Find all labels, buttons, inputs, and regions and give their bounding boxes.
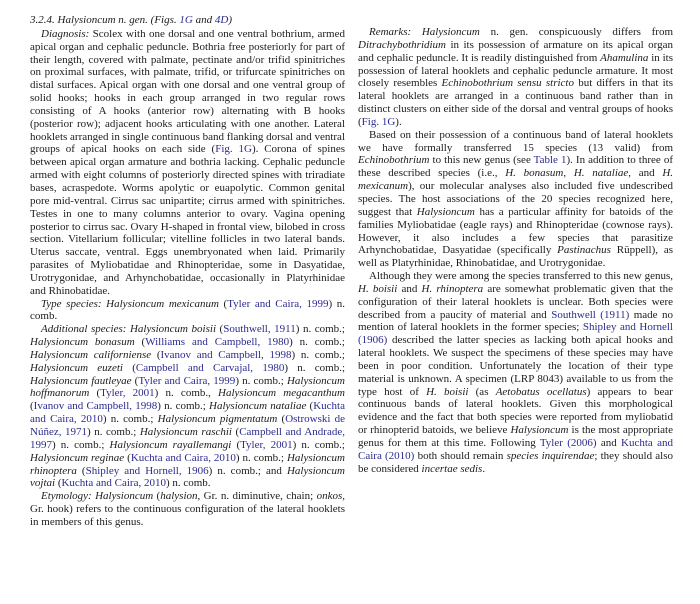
table-link-1[interactable]: Table 1: [533, 154, 567, 167]
text-run: (: [216, 323, 224, 336]
text-run: made no mention of lateral hooklets in the former species;: [358, 308, 674, 334]
text-run: Halysioncum californiense: [30, 348, 152, 361]
text-run: Scolex with one dorsal and one ventral bothrium, armed apical organ and cephalic peduncle. Bothria free posteriorly for part of their length, covered with palmate, pectinate and/or trifid spinitriches on proximal surfaces, with palmate, trifid, or trifurcate spinitriches on distal surfaces. Apical organ with one dorsal and one ventral group of solid hooks; hooks in each group arranged in two regular rows consisting of A hooks (anterior row) alternating with B hooks (posterior row); adjacent hooks articulating with one another. Lateral hooklets arranged in single continuous band flanking dorsal and ventral groups of apical hooks on each side (: [30, 27, 345, 156]
text-run: ) n. comb.;: [289, 336, 345, 349]
text-run: Based on their possession of a continuous band of lateral hooklets we have formally transferred 15 species (13 valid) from: [358, 128, 673, 154]
text-run: (: [153, 490, 161, 503]
text-run: ) n. comb.;: [291, 348, 345, 361]
text-run: ) n. comb.;: [235, 451, 287, 464]
text-run: Ditrachybothridium: [358, 38, 446, 51]
text-run: (: [55, 477, 62, 490]
text-run: H. bonasum: [505, 167, 564, 180]
text-run: Rüppell), as well as Platyrhinidae, Rhinobatidae, and Urotrygonidae.: [358, 244, 673, 270]
text-run: ) n. comb.;: [157, 400, 210, 413]
text-run: but differs in that its lateral hooklets are arranged in a continuous band rather than in distinct clusters on either side of the dorsal and ventral groups of hooks (: [358, 77, 673, 128]
text-run: Halysioncum: [510, 424, 569, 437]
text-run: H. nataliae: [573, 167, 629, 180]
figure-link-4d[interactable]: 4D: [214, 14, 229, 26]
citation-link[interactable]: Tyler, 2001: [240, 438, 293, 451]
right-column: [358, 26, 673, 529]
citation-link[interactable]: Shipley and Hornell (1906): [358, 321, 673, 347]
text-run: H. rhinoptera: [421, 282, 484, 295]
text-run: (: [76, 464, 86, 477]
text-run: ) n. comb.;: [292, 438, 345, 451]
text-run: Type species: Halysioncum mexicanum: [41, 297, 219, 310]
text-run: incertae sedis: [421, 462, 483, 475]
paragraph-transferred-species: [358, 129, 673, 270]
text-run: , Gr. hook) refers to the continuous configuration of the lateral hooklets in members of this genus.: [30, 490, 345, 528]
text-run: , Gr. n. diminutive, chain;: [197, 490, 317, 503]
text-run: Halysioncum fautleyae: [30, 374, 132, 387]
text-run: Echinobothrium sensu stricto: [441, 77, 574, 90]
text-run: ; they should also be considered: [358, 449, 673, 475]
text-run: Halysioncum rayallemangi: [109, 438, 232, 451]
text-run: H. mexicanum: [358, 167, 674, 193]
paragraph-additional-species: [30, 323, 345, 490]
citation-link[interactable]: Tyler, 2001: [100, 387, 155, 400]
text-run: ) n. comb.;: [102, 413, 158, 426]
text-run: and: [596, 437, 622, 449]
citation-link[interactable]: Shipley and Hornell, 1906: [85, 464, 209, 477]
text-run: ) n. comb.;: [295, 323, 345, 336]
citation-link[interactable]: Tyler and Caira, 1999: [227, 297, 329, 310]
figure-link-1g[interactable]: 1G: [179, 14, 193, 26]
text-run: ), our molecular analyses also included five undescribed species. The host associations of the 20 species recognized here, suggest that: [358, 180, 673, 218]
text-run: Echinobothrium: [358, 154, 430, 167]
text-run: and: [192, 14, 215, 26]
text-run: ). In addition to three of these described species (i.e.,: [358, 154, 673, 180]
text-run: (: [30, 400, 34, 413]
text-run: species inquirendae: [506, 449, 595, 462]
text-run: (: [231, 426, 240, 438]
left-column: [30, 14, 345, 529]
text-run: n. gen. conspicuously differs from: [479, 26, 674, 38]
text-run: Ahamulina: [600, 51, 649, 64]
figure-link-1g[interactable]: Fig. 1G: [361, 115, 396, 128]
text-run: Halysioncum megacanthum: [218, 387, 345, 400]
text-run: Halysioncum hoffmanorum: [30, 374, 345, 400]
text-run: Pastinachus: [557, 244, 611, 257]
citation-link[interactable]: Tyler and Caira, 1999: [138, 374, 236, 387]
text-run: H. boisii: [358, 282, 398, 295]
text-run: described the latter species as lacking both apical hooks and lateral hooklets. We suspect the specimens of these species may have been in poor condition. Unfortunately the location of their type material is unknown. A specimen (LRP 8043) available to us from the type host of: [358, 334, 673, 398]
text-run: H. boisii: [426, 385, 469, 398]
text-run: ,: [563, 167, 574, 180]
text-run: to this new genus (see: [429, 154, 534, 167]
text-run: Aetobatus ocellatus: [495, 385, 587, 398]
paragraph-diagnosis: [30, 28, 345, 298]
figure-link-1g[interactable]: Fig. 1G: [215, 143, 252, 156]
text-run: ) n. comb.: [30, 297, 345, 323]
text-run: (: [134, 336, 146, 349]
text-run: Although they were among the species transferred to this new genus,: [369, 270, 673, 283]
text-run: in its possession of armature on its apical organ and cephalic peduncle. It is readily distinguished from: [358, 38, 673, 64]
text-run: in its possession of lateral hooklets and cephalic peduncle armature. It most closely resembles: [358, 51, 673, 90]
text-run: (: [89, 387, 101, 400]
text-run: ): [228, 14, 232, 26]
text-run: ) n. comb.;: [284, 361, 345, 374]
text-run: ).: [395, 115, 402, 128]
text-run: (: [231, 438, 241, 451]
text-run: Halysioncum reginae: [30, 451, 125, 464]
text-run: (: [131, 374, 139, 387]
citation-link[interactable]: Kuchta and Caira, 2010: [130, 451, 236, 464]
section-heading: [30, 14, 345, 27]
text-run: Diagnosis:: [41, 27, 90, 40]
citation-link[interactable]: Tyler (2006): [539, 437, 597, 449]
text-run: (: [151, 348, 161, 361]
text-run: Halysioncum: [416, 205, 475, 218]
left-column-paragraphs: [30, 28, 345, 529]
text-run: (: [124, 451, 131, 464]
paragraph-problematic-species: [358, 270, 673, 476]
citation-link[interactable]: Southwell (1911): [551, 308, 630, 321]
text-run: Halysioncum pigmentatum: [157, 413, 278, 426]
citation-link[interactable]: Southwell, 1911: [223, 323, 296, 336]
citation-link[interactable]: Kuchta and Caira (2010): [358, 437, 674, 462]
text-run: halysion: [160, 490, 198, 503]
citation-link[interactable]: Campbell and Andrade, 1997: [30, 426, 345, 451]
citation-link[interactable]: Ostrowski de Núñez, 1971: [30, 413, 345, 438]
text-run: (: [306, 400, 314, 413]
text-run: (: [122, 361, 136, 374]
text-run: Etymology: Halysioncum: [41, 490, 154, 503]
text-run: Additional species: Halysioncum boisii: [41, 323, 217, 336]
text-run: both should remain: [414, 449, 507, 462]
text-run: (: [218, 297, 228, 310]
citation-link[interactable]: Kuchta and Caira, 2010: [61, 477, 166, 490]
text-run: is the most appropriate genus for them at this time. Following: [358, 424, 673, 449]
text-run: ) n. comb.,: [154, 387, 219, 400]
text-run: ). Corona of spines between apical organ armature and bothria lacking. Cephalic peduncle armed with eight columns of posteriorly directed spines with triradiate bases, acraspedote. Worms apolytic or euapolytic. Common genital pore mid-ventral. Cirrus sac unipartite; cirrus armed with spinitriches. Testes in one to many columns anterior to ovary. Vagina opening posterior to cirrus sac. Ovary H-shaped in frontal view, bilobed in cross section. Vitellarium follicular; vitelline follicles in two lateral bands. Uterus saccate, ventral. Eggs unembryonated when laid. Primarily parasites of Myliobatidae and Rhinopteridae, some in Dasyatidae, Urotrygonidae, and Arhynchobatidae, occasionally in Platyrhinidae and Rhinobatidae.: [30, 143, 345, 297]
text-run: Halysioncum raschii: [139, 426, 232, 438]
text-run: ) n. comb.; and: [208, 464, 287, 477]
text-run: Halysioncum vojtai: [30, 464, 345, 490]
citation-link[interactable]: Ivanov and Campbell, 1998: [33, 400, 158, 413]
text-run: Halysioncum euzeti: [30, 361, 123, 374]
text-run: Halysioncum rhinoptera: [30, 451, 345, 477]
text-run: onkos: [316, 490, 343, 503]
text-run: Remarks: Halysioncum: [369, 26, 480, 38]
text-run: 3.2.4. Halysioncum n. gen. (Figs.: [30, 14, 180, 26]
text-run: Halysioncum nataliae: [209, 400, 307, 413]
text-run: ) n. comb.;: [87, 426, 140, 438]
text-run: Halysioncum bonasum: [30, 336, 135, 349]
paragraph-remarks: [358, 26, 673, 129]
text-run: has a particular affinity for batoids of the families Myliobatidae (eagle rays) and Rhinopteridae (cownose rays). However, it also includes a few species that parasitize Arhynchobatidae, Dasyatidae (specifically: [358, 205, 673, 257]
citation-link[interactable]: Ivanov and Campbell, 1998: [160, 348, 292, 361]
paragraph-type-species: [30, 298, 345, 324]
citation-link[interactable]: Williams and Campbell, 1980: [145, 336, 290, 349]
citation-link[interactable]: Kuchta and Caira, 2010: [30, 400, 345, 426]
citation-link[interactable]: Campbell and Carvajal, 1980: [135, 361, 285, 374]
paragraph-etymology: [30, 490, 345, 529]
text-run: are somewhat problematic given that the configuration of their lateral hooklets is unclear. Both species were described from a paucity of material and: [358, 282, 673, 321]
text-run: ) n. comb.: [165, 477, 211, 490]
text-run: ) n. comb.;: [235, 374, 287, 387]
text-run: ) n. comb.;: [52, 438, 110, 451]
text-run: (as: [468, 385, 496, 398]
text-run: and: [397, 282, 422, 295]
text-run: , and: [628, 167, 663, 180]
text-run: ) appears to bear continuous bands of lateral hooklets. Given this morphological evidence and the fact that both species were reported from myliobatid or rhinopterid batoids, we believe: [358, 385, 673, 437]
text-run: .: [482, 462, 486, 475]
text-run: (: [277, 413, 286, 426]
